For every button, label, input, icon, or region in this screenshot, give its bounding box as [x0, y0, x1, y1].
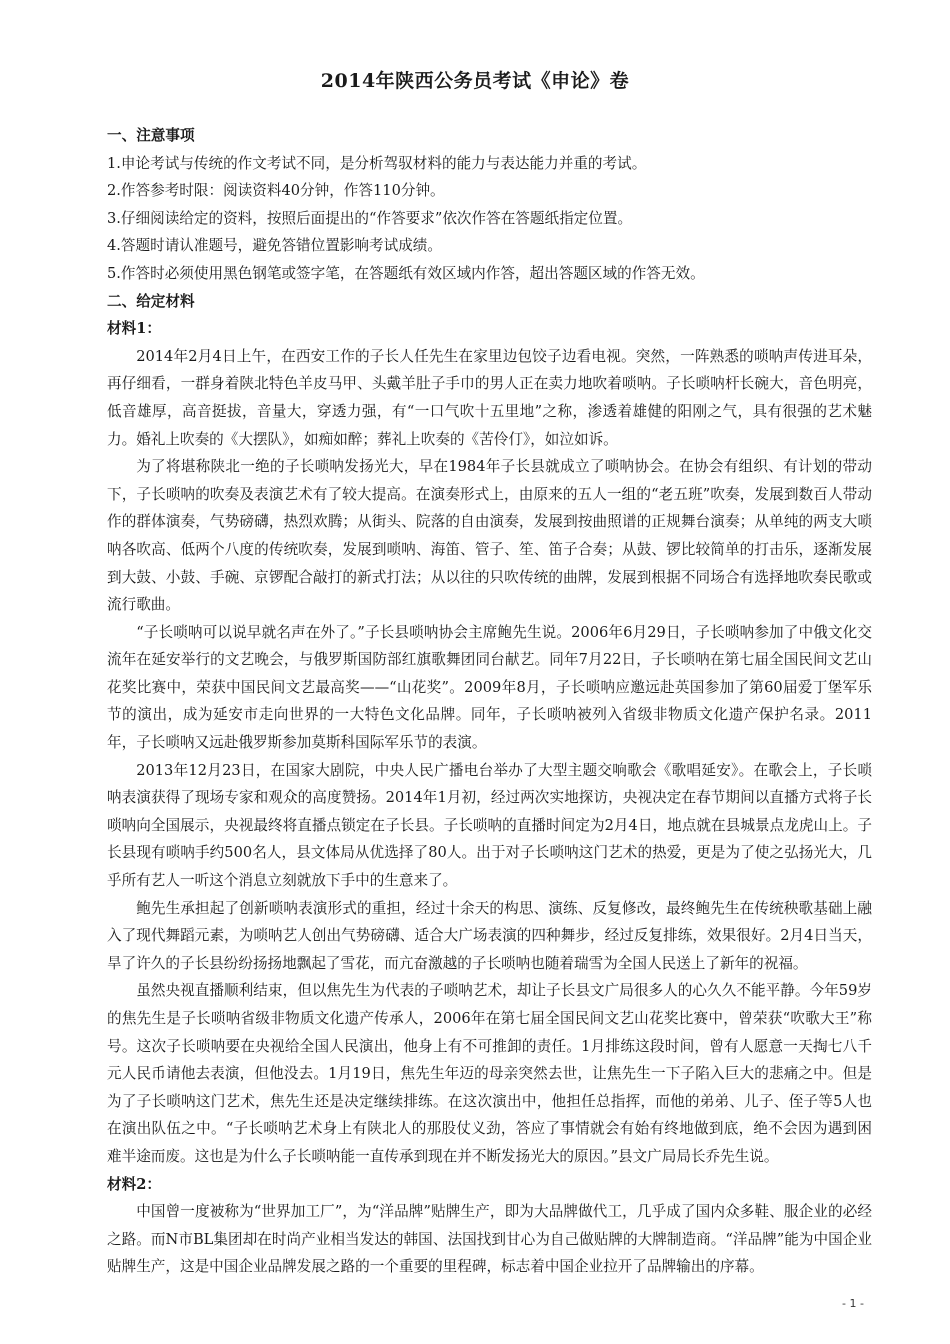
material-paragraph: 2013年12月23日，在国家大剧院，中央人民广播电台举办了大型主题交响歌会《歌唱延安》。在歌会上，子长唢呐表演获得了现场专家和观众的高度赞扬。2014年1月初，经过两次实地探访，央视决定在春节期间以直播方式将子长唢呐向全国展示，央视最终将直播点锁定在子长县。子长唢呐的直播时间定为2月4日，地点就在县城景点龙虎山上。子长县现有唢呐手约500名人，县文体局从优选择了80人。出于对子长唢呐这门艺术的热爱，更是为了使之弘扬光大，几乎所有艺人一听这个消息立刻就放下手中的生意来了。: [107, 761, 872, 890]
notice-item: 1.申论考试与传统的作文考试不同，是分析驾驭材料的能力与表达能力并重的考试。: [107, 154, 647, 172]
material-paragraph: 为了将堪称陕北一绝的子长唢呐发扬光大，早在1984年子长县就成立了唢呐协会。在协会有组织、有计划的带动下，子长唢呐的吹奏及表演艺术有了较大提高。在演奏形式上，由原来的五人一组的“老五班”吹奏，发展到数百人带动作的群体演奏，气势磅礴，热烈欢腾；从街头、院落的自由演奏，发展到按曲照谱的正规舞台演奏；从单纯的两支大唢呐各吹高、低两个八度的传统吹奏，发展到唢呐、海笛、管子、笙、笛子合奏；从鼓、锣比较简单的打击乐，逐渐发展到大鼓、小鼓、手碗、京锣配合敲打的新式打法；从以往的只吹传统的曲牌，发展到根据不同场合有选择地吹奏民歌或流行歌曲。: [107, 458, 872, 614]
notice-item: 4.答题时请认准题号，避免答错位置影响考试成绩。: [107, 237, 442, 255]
material-paragraph: 虽然央视直播顺利结束，但以焦先生为代表的子唢呐艺术，却让子长县文广局很多人的心久久不能平静。今年59岁的焦先生是子长唢呐省级非物质文化遗产传承人，2006年在第七届全国民间文艺山花奖比赛中，曾荣获“吹歌大王”称号。这次子长唢呐要在央视给全国人民演出，他身上有不可推卸的责任。1月排练这段时间，曾有人愿意一天掏七八千元人民币请他去表演，但他没去。1月19日，焦先生年迈的母亲突然去世，让焦先生一下子陷入巨大的悲痛之中。但是为了子长唢呐这门艺术，焦先生还是决定继续排练。在这次演出中，他担任总指挥，而他的弟弟、儿子、侄子等5人也在演出队伍之中。“子长唢呐艺术身上有陕北人的那股仗义劲，答应了事情就会有始有终地做到底，绝不会因为遇到困难半途而废。这也是为什么子长唢呐能一直传承到现在并不断发扬光大的原因。”县文广局局长乔先生说。: [107, 982, 872, 1165]
page-title: 2014年陕西公务员考试《申论》卷: [320, 70, 630, 92]
material-2-label: 材料2：: [107, 1175, 161, 1193]
material-paragraph: “子长唢呐可以说早就名声在外了。”子长县唢呐协会主席鲍先生说。2006年6月29日，子长唢呐参加了中俄文化交流年在延安举行的文艺晚会，与俄罗斯国防部红旗歌舞团同台献艺。同年7月22日，子长唢呐在第七届全国民间文艺山花奖比赛中，荣获中国民间文艺最高奖——“山花奖”。2009年8月，子长唢呐应邀远赴英国参加了第60届爱丁堡军乐节的演出，成为延安市走向世界的一大特色文化品牌。同年，子长唢呐被列入省级非物质文化遗产保护名录。2011年，子长唢呐又远赴俄罗斯参加莫斯科国际军乐节的表演。: [107, 623, 872, 752]
material-paragraph: 中国曾一度被称为“世界加工厂”，为“洋品牌”贴牌生产，即为大品牌做代工，几乎成了国内众多鞋、服企业的必经之路。而N市BL集团却在时尚产业相当发达的韩国、法国找到甘心为自己做贴牌的大牌制造商。“洋品牌”能为中国企业贴牌生产，这是中国企业品牌发展之路的一个重要的里程碑，标志着中国企业拉开了品牌输出的序幕。: [107, 1203, 872, 1276]
material-1-label: 材料1：: [107, 320, 161, 338]
material-paragraph: 鲍先生承担起了创新唢呐表演形式的重担，经过十余天的构思、演练、反复修改，最终鲍先生在传统秧歌基础上融入了现代舞蹈元素，为唢呐艺人创出气势磅礴、适合大广场表演的四种舞步，经过反复排练，效果很好。2月4日当天，旱了许久的子长县纷纷扬扬地飘起了雪花，而亢奋激越的子长唢呐也随着瑞雪为全国人民送上了新年的祝福。: [107, 899, 872, 972]
section-heading-notes: 一、注意事项: [107, 127, 195, 144]
section-heading-materials: 二、给定材料: [107, 292, 195, 310]
document-body: [107, 122, 872, 1281]
notice-item: 2.作答参考时限：阅读资料40分钟，作答110分钟。: [107, 182, 445, 200]
notice-item: 5.作答时必须使用黑色钢笔或签字笔，在答题纸有效区域内作答，超出答题区域的作答无效。: [107, 264, 705, 282]
page-number: - 1 -: [842, 1297, 864, 1310]
material-paragraph: 2014年2月4日上午，在西安工作的子长人任先生在家里边包饺子边看电视。突然，一阵熟悉的唢呐声传进耳朵，再仔细看，一群身着陕北特色羊皮马甲、头戴羊肚子手巾的男人正在卖力地吹着唢呐。子长唢呐杆长碗大，音色明亮，低音雄厚，高音挺拔，音量大，穿透力强，有“一口气吹十五里地”之称，渗透着雄健的阳刚之气，具有很强的艺术魅力。婚礼上吹奏的《大摆队》，如痴如醉；葬礼上吹奏的《苦伶仃》，如泣如诉。: [107, 347, 872, 448]
notice-item: 3.仔细阅读给定的资料，按照后面提出的“作答要求”依次作答在答题纸指定位置。: [107, 209, 633, 227]
